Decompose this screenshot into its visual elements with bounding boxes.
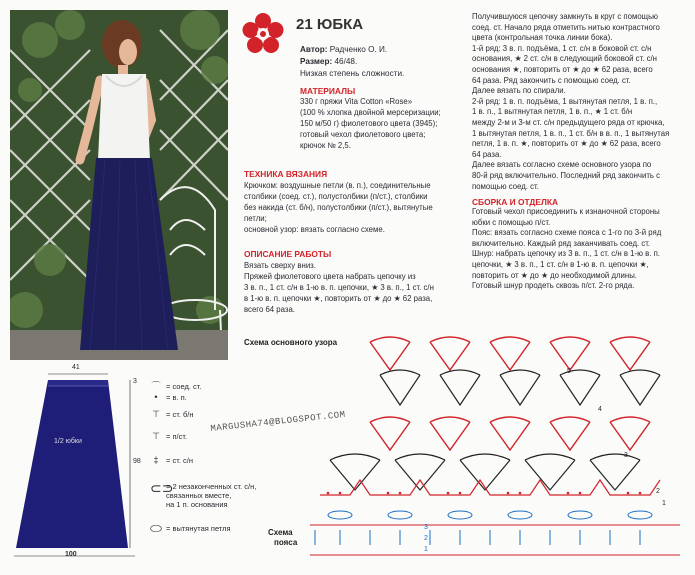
skirt-length: 98: [133, 458, 141, 465]
belt-label-1: Схема: [268, 528, 293, 537]
long-loop-icon: ⬭: [150, 520, 162, 536]
legend-label: на 1 п. основания: [166, 500, 228, 509]
description-line: Пряжей фиолетового цвета набрать цепочку из: [244, 272, 416, 281]
right-line: 1-й ряд: 3 в. п. подъёма, 1 ст. с/н в боковой ст. с/н: [472, 43, 652, 53]
dc2tog-icon: ⊂⊃: [150, 480, 174, 496]
stitch-chart: [300, 330, 690, 573]
chain-stitch-icon: •: [154, 392, 158, 402]
technique-line: петли;: [244, 214, 267, 223]
assembly-line: юбки с помощью п/ст.: [472, 217, 551, 227]
technique-heading: ТЕХНИКА ВЯЗАНИЯ: [244, 169, 328, 179]
assembly-line: Готовый шнур продеть сквозь п/ст. 2-го ряда.: [472, 281, 635, 291]
right-line: петля, 1 в. п. ★, повторить от ★ до ★ 62 раза, всего: [472, 139, 661, 149]
right-line: помощью соед. ст.: [472, 181, 539, 191]
right-line: 2-й ряд: 1 в. п. подъёма, 1 вытянутая петля, 1 в. п.,: [472, 96, 658, 106]
assembly-line: Готовый чехол присоединить к изнаночной стороны: [472, 207, 660, 217]
right-line: основания, ★ 2 ст. с/н в следующий боковой ст. с/н: [472, 54, 657, 64]
belt-row-number: 2: [424, 535, 428, 542]
right-line: 64 раза. Ряд закончить с помощью соед. ст.: [472, 75, 631, 85]
right-line: 64 раза.: [472, 149, 502, 159]
size-label: Размер:: [300, 57, 333, 66]
right-line: основания ★, повторить от ★ до ★ 62 раза, всего: [472, 64, 653, 74]
materials-line: (100 % хлопка двойной мерсеризации;: [300, 108, 441, 117]
description-line: всего 64 раза.: [244, 305, 295, 314]
author-label: Автор:: [300, 45, 328, 54]
belt-label-2: пояса: [274, 538, 298, 547]
technique-line: Крючком: воздушные петли (в. п.), соединительные: [244, 181, 431, 190]
model-photo: [10, 10, 228, 360]
assembly-line: Пояс: вязать согласно схеме пояса с 1-го по 3-й ряд: [472, 228, 662, 238]
materials-line: 150 м/50 г) фиолетового цвета (3945);: [300, 119, 438, 128]
row-number: 4: [598, 406, 602, 413]
right-line: цвета (контрольная точка линии бока).: [472, 33, 613, 43]
legend-label: = соед. ст.: [166, 382, 202, 391]
size-value: 46/48.: [334, 57, 358, 66]
belt-row-number: 1: [424, 546, 428, 553]
right-column: [472, 12, 692, 292]
row-number: 5: [567, 368, 571, 375]
materials-line: готовый чехол фиолетового цвета;: [300, 130, 426, 139]
row-number: 3: [624, 452, 628, 459]
description-line: в 1-ю в. п. цепочки ★, повторить от ★ до ★ 62 раза,: [244, 294, 433, 303]
right-line: Далее вязать по спирали.: [472, 86, 566, 96]
slip-stitch-icon: ⌒: [151, 381, 161, 391]
assembly-line: цепочки, ★ 3 в. п., 1 ст. с/н в 1-ю в. п. цепочки ★,: [472, 260, 649, 270]
single-crochet-icon: ⊤: [152, 409, 160, 419]
size-line: [300, 56, 357, 67]
half-double-icon: ⊤: [152, 431, 160, 441]
materials-heading: МАТЕРИАЛЫ: [300, 86, 356, 96]
assembly-line: включительно. Каждый ряд заканчивать соед. ст.: [472, 238, 651, 248]
legend-label: = 2 незаконченных ст. с/н,: [166, 482, 257, 491]
right-line: соед. ст. Начало ряда отметить нитью контрастного: [472, 22, 660, 32]
row-number: 1: [662, 500, 666, 507]
description-line: 3 в. п., 1 ст. с/н в 1-ю в. п. цепочки, ★ 3 в. п., 1 ст. с/н: [244, 283, 434, 292]
legend-label: = ст. с/н: [166, 456, 193, 465]
right-line: 80-й ряд включительно. Последний ряд закончить с: [472, 170, 661, 180]
model-photo-illustration: [10, 10, 228, 360]
flower-icon: [241, 12, 285, 56]
belt-row-number: 3: [424, 524, 428, 531]
right-line: между 2-м и 3-м ст. с/н предыдущего ряда от крючка,: [472, 117, 665, 127]
technique-line: без накида (ст. б/н), полустолбики (п/ст.), вытянутые: [244, 203, 433, 212]
assembly-line: Шнур: набрать цепочку из 3 в. п., 1 ст. с/н в 1-ю в. п.: [472, 249, 660, 259]
right-line: 1 в. п., 1 вытянутая петля, 1 в. п., ★ 1 ст. б/н: [472, 107, 633, 117]
right-line: 1 вытянутая петля, 1 в. п., 1 ст. б/н в в. п., 1 вытянутая: [472, 128, 670, 138]
difficulty-line: Низкая степень сложности.: [300, 69, 405, 78]
author-line: [300, 44, 387, 55]
skirt-shape: [10, 370, 145, 570]
legend-label: = ст. б/н: [166, 410, 194, 419]
legend-label: = п/ст.: [166, 432, 188, 441]
description-line: Вязать сверху вниз.: [244, 261, 316, 270]
schema-title: Схема основного узора: [244, 338, 338, 347]
double-crochet-icon: ‡: [153, 455, 159, 465]
right-line: Далее вязать согласно схеме основного узора по: [472, 160, 652, 170]
watermark: MARGUSHA74@BLOGSPOT.COM: [210, 409, 347, 434]
skirt-waist-height: 3: [133, 378, 137, 385]
skirt-top-width: 41: [72, 364, 80, 371]
description-heading: ОПИСАНИЕ РАБОТЫ: [244, 249, 332, 259]
stitch-legend: [140, 370, 257, 570]
skirt-bottom-width: 100: [65, 551, 77, 558]
legend-label: связанных вместе,: [166, 491, 232, 500]
skirt-half-label: 1/2 юбки: [54, 438, 82, 445]
legend-label: = в. п.: [166, 393, 187, 402]
page-title: 21 ЮБКА: [296, 16, 364, 33]
legend-label: = вытянутая петля: [166, 524, 231, 533]
materials-line: крючок № 2,5.: [300, 141, 351, 150]
author-value: Радченко О. И.: [329, 45, 388, 54]
row-number: 2: [656, 488, 660, 495]
materials-line: 330 г пряжи Vita Cotton «Rose»: [300, 97, 413, 106]
assembly-heading: СБОРКА И ОТДЕЛКА: [472, 197, 559, 208]
right-line: Получившуюся цепочку замкнуть в круг с помощью: [472, 12, 658, 21]
technique-line: столбики (соед. ст.), полустолбики (п/ст.), столбики: [244, 192, 428, 201]
skirt-diagram: [10, 364, 145, 570]
technique-line: основной узор: вязать согласно схеме.: [244, 225, 385, 234]
assembly-line: повторить от ★ до ★ до необходимой длины.: [472, 270, 637, 280]
